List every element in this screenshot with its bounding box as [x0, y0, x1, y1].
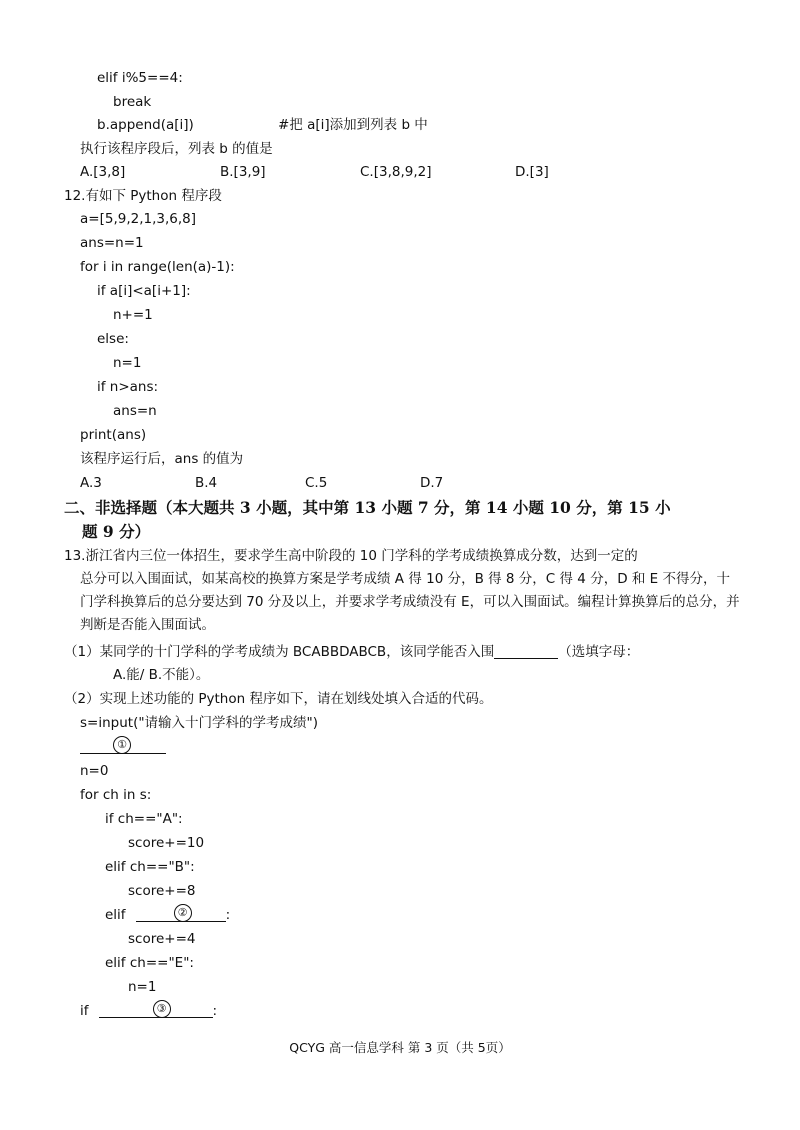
question-title: 12.有如下 Python 程序段 [64, 188, 222, 204]
code-line: print(ans) [80, 427, 147, 443]
subquestion-1-hint: （选填字母： [558, 644, 640, 660]
option-b: B.4 [195, 475, 218, 491]
code-line: n=0 [80, 763, 109, 779]
subquestion-1-options: A.能/ B.不能）。 [113, 667, 210, 683]
option-c: C.5 [305, 475, 328, 491]
code-line: score+=8 [128, 883, 196, 899]
code-line: break [113, 94, 152, 110]
code-line: n+=1 [113, 307, 153, 323]
option-d: D.[3] [515, 164, 549, 180]
answer-blank-3[interactable] [99, 1001, 213, 1018]
code-keyword: if [80, 1003, 89, 1019]
code-colon: : [212, 1003, 218, 1019]
code-blank-line-3 [80, 1001, 217, 1021]
code-line: ans=n [113, 403, 157, 419]
option-c: C.[3,8,9,2] [360, 164, 432, 180]
answer-blank[interactable] [494, 642, 558, 659]
page-footer: QCYG 高一信息学科 第 3 页（共 5页） [289, 1040, 511, 1055]
code-line: score+=4 [128, 931, 196, 947]
question-intro [64, 545, 740, 637]
option-a: A.3 [80, 475, 102, 491]
code-line: n=1 [113, 355, 142, 371]
code-line: a=[5,9,2,1,3,6,8] [80, 211, 196, 227]
option-d: D.7 [420, 475, 444, 491]
code-colon: : [225, 907, 231, 923]
answer-blank-2[interactable] [136, 905, 226, 922]
code-line: b.append(a[i]) [97, 117, 194, 133]
question-intro-first-line: 13.浙江省内三位一体招生，要求学生高中阶段的 10 门学科的学考成绩换算成分数，达到一定的 [64, 548, 638, 564]
subquestion-1 [64, 642, 639, 662]
section-heading: 二、非选择题（本大题共 3 小题，其中第 13 小题 7 分，第 14 小题 10 分，第 15 小 [64, 498, 671, 517]
code-line: else: [97, 331, 129, 347]
code-blank-line-2 [105, 905, 230, 925]
question-stem: 执行该程序段后，列表 b 的值是 [80, 141, 273, 157]
blank-marker-3: ③ [153, 1000, 171, 1018]
section-heading-cont: 题 9 分） [82, 522, 151, 541]
subquestion-1-text: （1）某同学的十门学科的学考成绩为 BCABBDABCB，该同学能否入围 [64, 644, 495, 660]
answer-blank-1[interactable] [80, 737, 166, 754]
code-line: if n>ans: [97, 379, 159, 395]
code-comment: #把 a[i]添加到列表 b 中 [278, 117, 428, 133]
code-line: ans=n=1 [80, 235, 144, 251]
code-line: if a[i]<a[i+1]: [97, 283, 191, 299]
code-line: s=input("请输入十门学科的学考成绩") [80, 715, 319, 731]
code-line: for ch in s: [80, 787, 152, 803]
question-stem: 该程序运行后，ans 的值为 [80, 451, 244, 467]
option-b: B.[3,9] [220, 164, 266, 180]
blank-marker-1: ① [113, 736, 131, 754]
code-keyword: elif [105, 907, 126, 923]
question-intro-rest: 总分可以入围面试，如某高校的换算方案是学考成绩 A 得 10 分，B 得 8 分，C 得 4 分，D 和 E 不得分，十门学科换算后的总分要达到 70 分及以上，并要求学考成绩没有 E，可以入围面试。编程计算换算后的总分，并判断是否能入围面试。 [80, 571, 740, 633]
code-line: for i in range(len(a)-1): [80, 259, 235, 275]
code-line: elif i%5==4: [97, 70, 183, 86]
code-line: score+=10 [128, 835, 205, 851]
subquestion-2: （2）实现上述功能的 Python 程序如下，请在划线处填入合适的代码。 [64, 691, 493, 707]
code-line: n=1 [128, 979, 157, 995]
code-line: elif ch=="B": [105, 859, 195, 875]
blank-marker-2: ② [174, 904, 192, 922]
code-line: if ch=="A": [105, 811, 183, 827]
option-a: A.[3,8] [80, 164, 126, 180]
code-blank-line-1 [80, 737, 166, 757]
code-line: elif ch=="E": [105, 955, 194, 971]
